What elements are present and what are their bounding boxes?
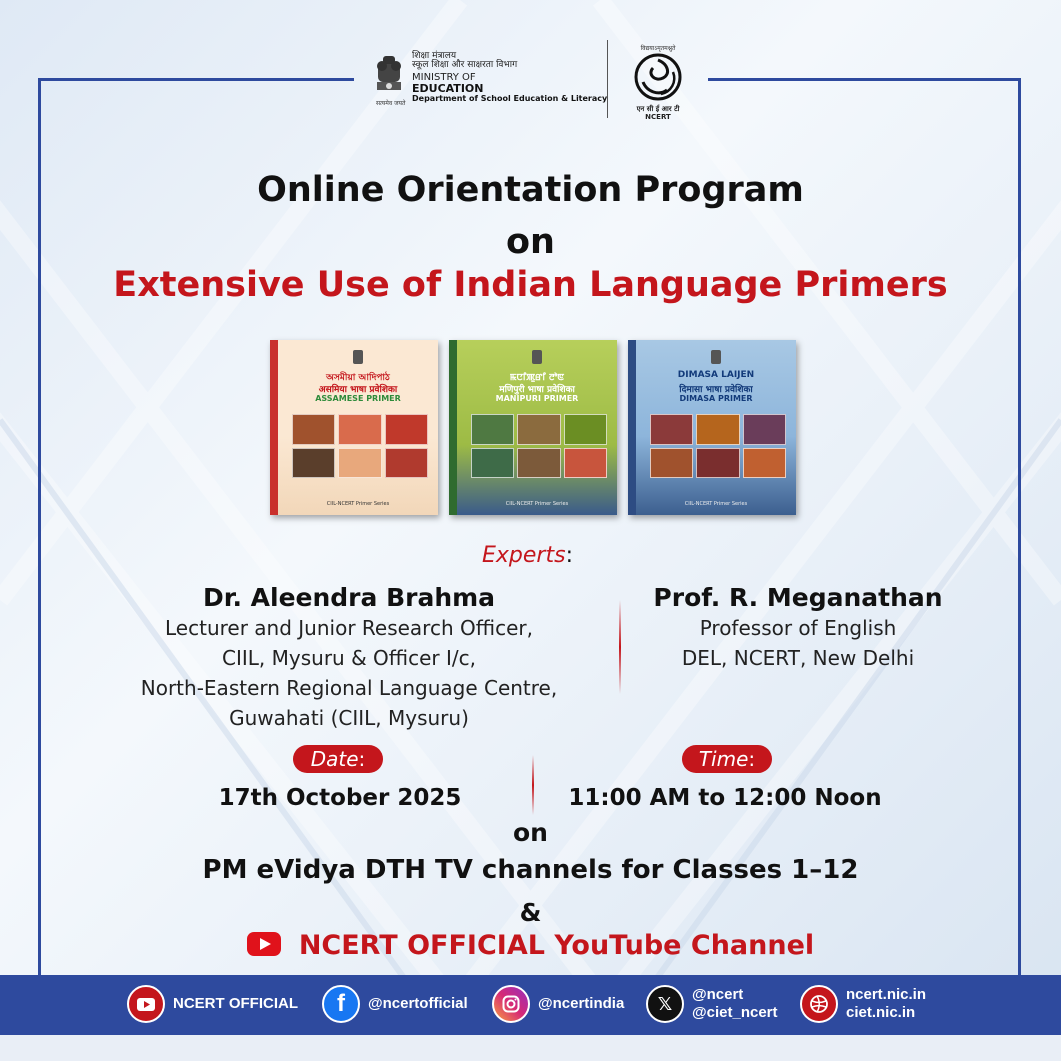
title-line-2: on — [506, 222, 555, 262]
footer-facebook[interactable] — [322, 985, 468, 1023]
title-line-1: Online Orientation Program — [257, 170, 804, 210]
dept-hindi: स्कूल शिक्षा और साक्षरता विभाग — [412, 60, 518, 71]
expert-1 — [110, 583, 588, 733]
footer-instagram-text: @ncertindia — [538, 995, 625, 1012]
book-series: CIIL-NCERT Primer Series — [505, 501, 569, 507]
header-divider — [607, 40, 608, 118]
book-photos — [292, 414, 428, 478]
time-label: Time — [698, 747, 749, 771]
expert-2 — [640, 583, 956, 673]
book-emblem-icon — [353, 350, 363, 364]
footer-website-1: ncert.nic.in — [846, 986, 927, 1003]
footer-facebook-text: @ncertofficial — [368, 995, 468, 1012]
expert-1-name: Dr. Aleendra Brahma — [202, 583, 496, 612]
book-series: CIIL-NCERT Primer Series — [326, 501, 390, 507]
ncert-en: NCERT — [645, 112, 671, 121]
x-icon: 𝕏 — [646, 985, 684, 1023]
channels-on: on — [513, 818, 548, 847]
schedule-divider — [532, 755, 534, 815]
book-photos — [471, 414, 607, 478]
youtube-channel-text: NCERT OFFICIAL YouTube Channel — [298, 930, 815, 961]
dept-en: Department of School Education & Literacy — [412, 93, 608, 103]
footer-youtube[interactable] — [127, 985, 298, 1023]
experts-colon: : — [565, 543, 573, 568]
frame-top-right — [708, 78, 1021, 81]
book-emblem-icon — [532, 350, 542, 364]
expert-1-line-2: CIIL, Mysuru & Officer I/c, — [222, 646, 476, 670]
channels-tv: PM eVidya DTH TV channels for Classes 1–12 — [202, 855, 859, 885]
footer-youtube-text: NCERT OFFICIAL — [173, 995, 298, 1012]
expert-2-line-1: Professor of English — [699, 616, 897, 640]
ncert-emblem-icon — [633, 52, 683, 102]
youtube-icon — [127, 985, 165, 1023]
youtube-icon — [247, 932, 281, 956]
footer-x[interactable] — [646, 985, 778, 1023]
ministry-en-1: MINISTRY OF — [412, 71, 476, 83]
book-title-1: অসমীয়া আদিপাঠ — [326, 373, 390, 383]
book-title-1: ꯃꯅꯤꯄꯨꯔꯤ ꯂꯣꯟ — [509, 373, 565, 383]
ncert-hindi: एन सी ई आर टी — [636, 105, 680, 113]
ministry-hindi: शिक्षा मंत्रालय — [412, 51, 457, 61]
emblem-caption: सत्यमेव जयते — [376, 100, 406, 107]
book-title-2: असमिया भाषा प्रवेशिका — [318, 385, 398, 395]
book-title-3: MANIPURI PRIMER — [495, 394, 579, 403]
book-emblem-icon — [711, 350, 721, 364]
expert-1-line-3: North-Eastern Regional Language Centre, — [140, 676, 558, 700]
footer-instagram[interactable] — [492, 985, 624, 1023]
event-time: 11:00 AM to 12:00 Noon — [568, 785, 882, 811]
event-date: 17th October 2025 — [218, 785, 462, 811]
title-line-3: Extensive Use of Indian Language Primers — [113, 265, 948, 305]
experts-label-text: Experts — [482, 543, 566, 568]
footer-x-handle-1: @ncert — [692, 986, 744, 1003]
footer-x-handle-2: @ciet_ncert — [692, 1004, 778, 1021]
book-title-1: DIMASA LAIJEN — [677, 370, 755, 380]
date-colon: : — [358, 747, 366, 771]
book-photos — [650, 414, 786, 478]
youtube-channel-link[interactable] — [0, 930, 1061, 961]
expert-1-line-1: Lecturer and Junior Research Officer, — [165, 616, 533, 640]
frame-top-left — [38, 78, 354, 81]
book-title-2: मणिपुरी भाषा प्रवेशिका — [499, 385, 575, 395]
book-title-3: DIMASA PRIMER — [679, 394, 753, 403]
time-colon: : — [748, 747, 756, 771]
book-assamese-primer — [270, 340, 438, 515]
ncert-logo — [626, 44, 690, 121]
ministry-en-2: EDUCATION — [412, 82, 484, 96]
book-manipuri-primer — [449, 340, 617, 515]
instagram-icon — [492, 985, 530, 1023]
ncert-tagline: विद्ययाऽमृतमश्नुते — [640, 45, 676, 52]
expert-1-line-4: Guwahati (CIIL, Mysuru) — [229, 706, 469, 730]
expert-2-name: Prof. R. Meganathan — [653, 583, 943, 612]
globe-icon — [800, 985, 838, 1023]
date-label: Date — [310, 747, 359, 771]
footer-bottom-strip — [0, 1035, 1061, 1061]
channels-amp: & — [519, 898, 542, 927]
experts-divider — [619, 600, 621, 694]
facebook-icon: f — [322, 985, 360, 1023]
ministry-logo — [372, 52, 607, 108]
footer-website-2: ciet.nic.in — [846, 1004, 916, 1021]
book-title-2: दिमासा भाषा प्रवेशिका — [679, 385, 753, 395]
experts-label — [482, 543, 573, 568]
expert-2-line-2: DEL, NCERT, New Delhi — [681, 646, 915, 670]
book-dimasa-primer — [628, 340, 796, 515]
book-title-3: ASSAMESE PRIMER — [315, 394, 401, 403]
footer-website[interactable] — [800, 985, 926, 1023]
date-badge — [293, 745, 383, 773]
book-series: CIIL-NCERT Primer Series — [684, 501, 748, 507]
time-badge — [682, 745, 772, 773]
